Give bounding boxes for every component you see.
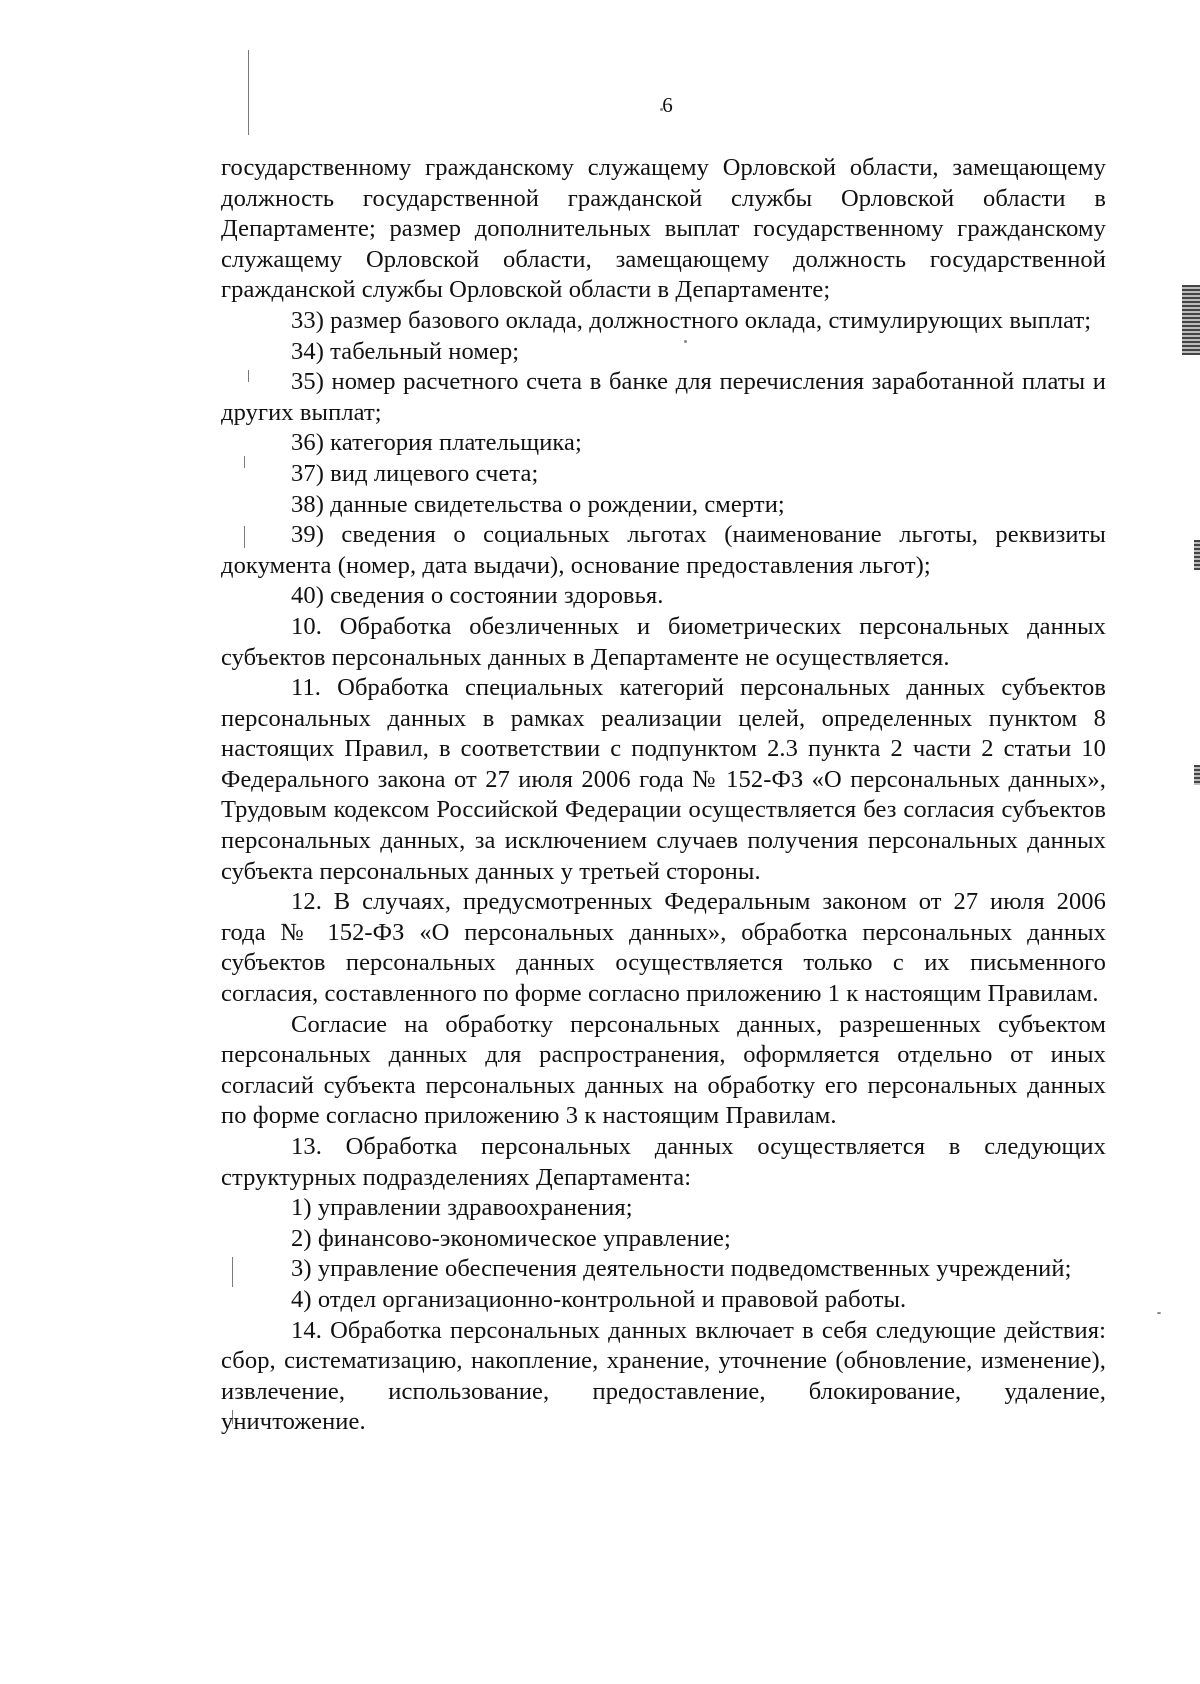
paragraph: 39) сведения о социальных льготах (наименование льготы, реквизиты документа (номер, дата выдачи), основание предоставления льгот); [221,521,1106,579]
scan-edge-mark [1194,540,1200,570]
paragraph: 4) отдел организационно-контрольной и правовой работы. [291,1285,907,1313]
scan-edge-mark [1182,285,1200,355]
paragraph: 11. Обработка специальных категорий персональных данных субъектов персональных данных в рамках реализации целей, определенных пунктом 8 настоящих Правил, в соответствии с подпунктом 2.3 пункта 2 части 2 статьи 10 Федерального закона от 27 июля 2006 года № 152-ФЗ «О персональных данных», Трудовым кодексом Российской Федерации осуществляется без согласия субъектов персональных данных, за исключением случаев получения персональных данных субъекта персональных данных у третьей стороны. [221,674,1106,885]
paragraph: Согласие на обработку персональных данных, разрешенных субъектом персональных данных для распространения, оформляется отдельно от иных согласий субъекта персональных данных на обработку его персональных данных по форме согласно приложению 3 к настоящим Правилам. [221,1010,1106,1130]
document-body [221,153,1106,1438]
scan-edge-mark [1194,765,1200,785]
scan-dot [1157,1312,1161,1314]
paragraph: 36) категория плательщика; [291,429,582,457]
paragraph: 14. Обработка персональных данных включает в себя следующие действия: сбор, систематизацию, накопление, хранение, уточнение (обновление, изменение), извлечение, использование, предоставление, блокирование, удаление, уничтожение. [221,1316,1106,1436]
paragraph: 34) табельный номер; [291,337,520,365]
paragraph: 2) финансово-экономическое управление; [291,1224,731,1252]
paragraph: 3) управление обеспечения деятельности подведомственных учреждений; [291,1255,1072,1283]
paragraph: 13. Обработка персональных данных осуществляется в следующих структурных подразделениях Департамента: [221,1133,1106,1191]
paragraph: 10. Обработка обезличенных и биометрических персональных данных субъектов персональных данных в Департаменте не осуществляется. [221,612,1106,671]
paragraph: государственному гражданскому служащему Орловской области, замещающему должность государственной гражданской службы Орловской области в Департаменте; размер дополнительных выплат государственному гражданскому служащему Орловской области, замещающему должность государственной гражданской службы Орловской области в Департаменте; [221,154,1106,304]
paragraph: 37) вид лицевого счета; [291,459,539,487]
paragraph: 1) управлении здравоохранения; [291,1194,633,1222]
paragraph: 38) данные свидетельства о рождении, смерти; [291,490,785,518]
paragraph: 12. В случаях, предусмотренных Федеральным законом от 27 июля 2006 года № 152-ФЗ «О персональных данных», обработка персональных данных субъектов персональных данных осуществляется только с их письменного согласия, составленного по форме согласно приложению 1 к настоящим Правилам. [221,888,1106,1008]
paragraph: 40) сведения о состоянии здоровья. [291,582,664,610]
page-number: 6 [662,93,673,117]
paragraph: 33) размер базового оклада, должностного оклада, стимулирующих выплат; [291,306,1092,334]
paragraph: 35) номер расчетного счета в банке для перечисления заработанной платы и других выплат; [221,368,1106,426]
